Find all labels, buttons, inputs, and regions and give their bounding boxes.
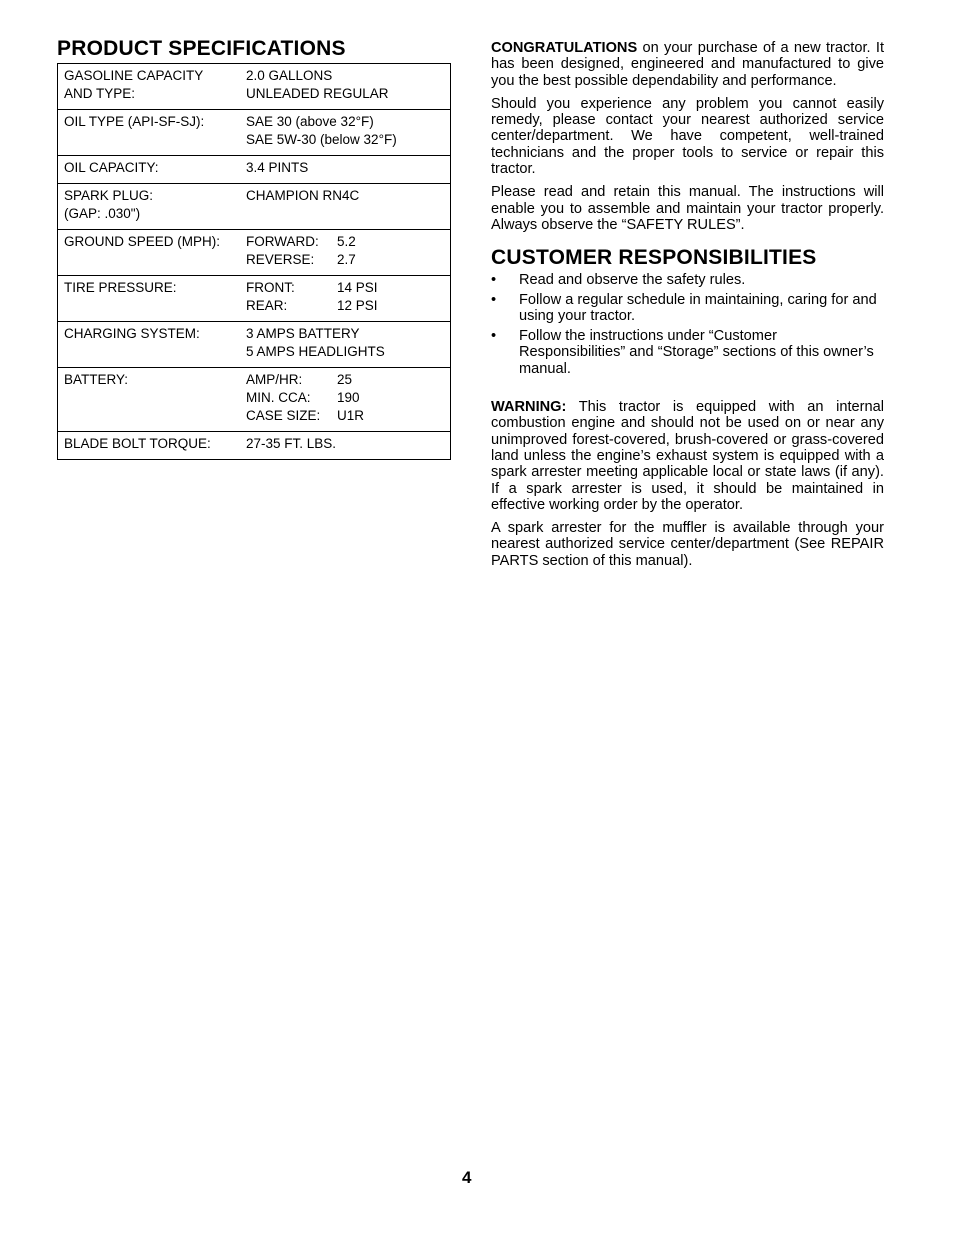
problem-paragraph: Should you experience any problem you cannot easily remedy, please contact your nearest authorized service center/department. We have competent, well-trained technicians and the proper tools to service or repair this tractor. <box>491 95 884 178</box>
spec-pair-value: 12 PSI <box>337 298 378 313</box>
table-row <box>58 184 451 230</box>
spec-label: OIL CAPACITY: <box>64 160 159 175</box>
spec-label: GROUND SPEED (MPH): <box>64 234 221 249</box>
list-item-text: Read and observe the safety rules. <box>519 272 746 289</box>
spec-value: 3 AMPS BATTERY <box>246 326 360 341</box>
spec-pair <box>246 407 450 425</box>
spec-label-cell <box>58 432 241 460</box>
intro-section <box>491 40 884 576</box>
spec-label-cell <box>58 184 241 230</box>
table-row <box>58 432 451 460</box>
spec-label-cell <box>58 64 241 110</box>
spec-value-cell <box>240 276 451 322</box>
bullet-icon: • <box>491 272 497 289</box>
spec-value-cell <box>240 184 451 230</box>
spec-pair <box>246 371 450 389</box>
spec-pair-key: AMP/HR: <box>246 372 303 387</box>
spec-value: 5 AMPS HEADLIGHTS <box>246 344 385 359</box>
spec-pair-key: REVERSE: <box>246 252 315 267</box>
bullet-icon: • <box>491 328 497 345</box>
spec-label: AND TYPE: <box>64 86 136 101</box>
spec-label: BATTERY: <box>64 372 129 387</box>
responsibilities-list <box>491 272 884 377</box>
spec-pair-value: 5.2 <box>337 234 356 249</box>
spec-value: 2.0 GALLONS <box>246 68 333 83</box>
specs-title: PRODUCT SPECIFICATIONS <box>57 37 346 60</box>
spec-pair-value: 14 PSI <box>337 280 378 295</box>
spec-pair-value: 190 <box>337 390 360 405</box>
spec-label: TIRE PRESSURE: <box>64 280 177 295</box>
spec-pair <box>246 389 450 407</box>
spec-pair <box>246 233 450 251</box>
spec-label: (GAP: .030") <box>64 206 141 221</box>
spec-value-cell <box>240 432 451 460</box>
list-item <box>491 328 884 377</box>
spec-pair-key: MIN. CCA: <box>246 390 311 405</box>
table-row <box>58 322 451 368</box>
spec-pair-value: 2.7 <box>337 252 356 267</box>
spec-value: 27-35 FT. LBS. <box>246 436 337 451</box>
spec-value-cell <box>240 110 451 156</box>
table-row <box>58 156 451 184</box>
congrats-paragraph <box>491 40 884 89</box>
spec-pair-key: REAR: <box>246 298 288 313</box>
arrester-paragraph: A spark arrester for the muffler is available through your nearest authorized service center/department (See REPAIR PARTS section of this manual). <box>491 520 884 569</box>
responsibilities-title: CUSTOMER RESPONSIBILITIES <box>491 246 817 270</box>
spec-value: SAE 30 (above 32°F) <box>246 114 374 129</box>
table-row <box>58 110 451 156</box>
spec-value-cell <box>240 230 451 276</box>
spec-value-cell <box>240 368 451 432</box>
spec-value: SAE 5W-30 (below 32°F) <box>246 132 397 147</box>
warning-text: This tractor is equipped with an internal combustion engine and should not be used on or near any unimproved forest-covered, brush-covered or grass-covered land unless the engine’s exhaust system is equipped with a spark arrester meeting applicable local or state laws (if any). If a spark arrester is used, it should be maintained in effective working order by the operator. <box>491 399 884 513</box>
spec-pair <box>246 279 450 297</box>
table-row <box>58 230 451 276</box>
warning-paragraph <box>491 399 884 513</box>
list-item <box>491 292 884 325</box>
spec-value: 3.4 PINTS <box>246 160 309 175</box>
specs-table <box>57 63 451 460</box>
spec-value: CHAMPION RN4C <box>246 188 360 203</box>
spec-value-cell <box>240 156 451 184</box>
spec-label: GASOLINE CAPACITY <box>64 68 204 83</box>
congrats-text: on your purchase of a new tractor. It has been designed, engineered and manufactured to give you the best possible dependability and performance. <box>491 40 884 89</box>
table-row <box>58 368 451 432</box>
table-row <box>58 64 451 110</box>
spec-pair <box>246 251 450 269</box>
spec-pair <box>246 297 450 315</box>
list-item <box>491 272 884 288</box>
congrats-lead: CONGRATULATIONS <box>491 40 638 56</box>
spec-label-cell <box>58 156 241 184</box>
table-row <box>58 276 451 322</box>
spec-pair-key: CASE SIZE: <box>246 408 321 423</box>
spec-pair-value: 25 <box>337 372 353 387</box>
spec-value: UNLEADED REGULAR <box>246 86 389 101</box>
spec-pair-value: U1R <box>337 408 365 423</box>
spec-label-cell <box>58 110 241 156</box>
page-number: 4 <box>462 1168 472 1187</box>
spec-label-cell <box>58 276 241 322</box>
specs-section <box>57 36 451 460</box>
warning-lead: WARNING: <box>491 399 567 416</box>
spec-value-cell <box>240 64 451 110</box>
spec-label: SPARK PLUG: <box>64 188 154 203</box>
retain-paragraph: Please read and retain this manual. The instructions will enable you to assemble and maintain your tractor properly. Always observe the “SAFETY RULES”. <box>491 184 884 233</box>
bullet-icon: • <box>491 292 497 309</box>
spec-pair-key: FRONT: <box>246 280 295 295</box>
spec-value-cell <box>240 322 451 368</box>
spec-label-cell <box>58 322 241 368</box>
spec-label-cell <box>58 368 241 432</box>
list-item-text: Follow the instructions under “Customer Responsibilities” and “Storage” sections of this owner’s manual. <box>519 328 874 377</box>
spec-label: OIL TYPE (API-SF-SJ): <box>64 114 205 129</box>
spec-label: CHARGING SYSTEM: <box>64 326 200 341</box>
spec-label: BLADE BOLT TORQUE: <box>64 436 211 451</box>
list-item-text: Follow a regular schedule in maintaining, caring for and using your tractor. <box>519 292 877 325</box>
spec-label-cell <box>58 230 241 276</box>
spec-pair-key: FORWARD: <box>246 234 319 249</box>
